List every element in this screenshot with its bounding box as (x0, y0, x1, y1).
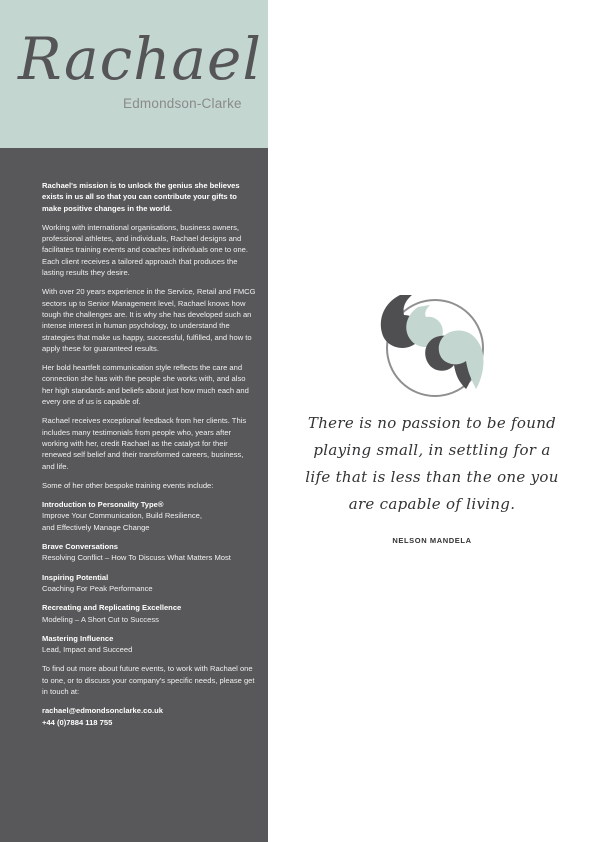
event-title: Brave Conversations (42, 542, 118, 552)
event-description: Improve Your Communication, Build Resilience, and Effectively Manage Change (42, 511, 202, 532)
event-item (42, 541, 258, 564)
event-item (42, 602, 258, 625)
bio-copy (42, 180, 258, 728)
bio-paragraph-4: Rachael receives exceptional feedback from her clients. This includes many testimonials from people who, years after working with her, credit Rachael as the catalyst for their renewed self belief and their transformed careers, business, and life. (42, 416, 247, 471)
bio-paragraph-1: Working with international organisations, business owners, professional athletes, and individuals, Rachael designs and facilitates training events and coaches individuals one to one. Each client receives a tailored approach that produces the lasting results they desire. (42, 222, 249, 278)
quote-marks-icon (378, 293, 488, 403)
event-title: Inspiring Potential (42, 572, 109, 582)
quote-author: NELSON MANDELA (392, 536, 472, 545)
event-item (42, 572, 258, 595)
contact-email-link[interactable]: rachael@edmondsonclarke.co.uk (42, 706, 163, 716)
closing-paragraph: To find out more about future events, to work with Rachael one to one, or to discuss your company's specific needs, please get in touch at: (42, 664, 255, 696)
bio-paragraph-2: With over 20 years experience in the Service, Retail and FMCG sectors up to Senior Management level, Rachael knows how tough the challenges are. It is why she has developed such an intense interest in human psychology, to understand the strategies that make us happy, successful, fulfilled, and how to apply these for guaranteed results. (42, 287, 256, 353)
bio-paragraph-3: Her bold heartfelt communication style reflects the care and connection she has with the people she works with, and also her high standards and beliefs about just how much each and every one of us is capable of. (42, 363, 249, 407)
logo-first-name: Rachael (18, 25, 262, 93)
event-description: Resolving Conflict – How To Discuss What Matters Most (42, 553, 231, 563)
contact-phone: +44 (0)7884 118 755 (42, 717, 113, 727)
event-item (42, 499, 258, 533)
event-description: Coaching For Peak Performance (42, 583, 153, 593)
event-title: Recreating and Replicating Excellence (42, 603, 182, 613)
event-description: Lead, Impact and Succeed (42, 645, 133, 655)
logo-surname: Edmondson-Clarke (123, 96, 242, 111)
event-title: Introduction to Personality Type® (42, 500, 164, 510)
event-item (42, 633, 258, 656)
event-title: Mastering Influence (42, 633, 114, 643)
events-intro: Some of her other bespoke training events include: (42, 480, 214, 490)
event-description: Modeling – A Short Cut to Success (42, 614, 159, 624)
contact-block (42, 705, 258, 728)
quote-text: There is no passion to be found playing small, in settling for a life that is less than the one you are capable of living. (305, 414, 559, 513)
mission-statement: Rachael's mission is to unlock the genius she believes exists in us all so that you can contribute your gifts to make positive changes in the world. (42, 181, 240, 213)
